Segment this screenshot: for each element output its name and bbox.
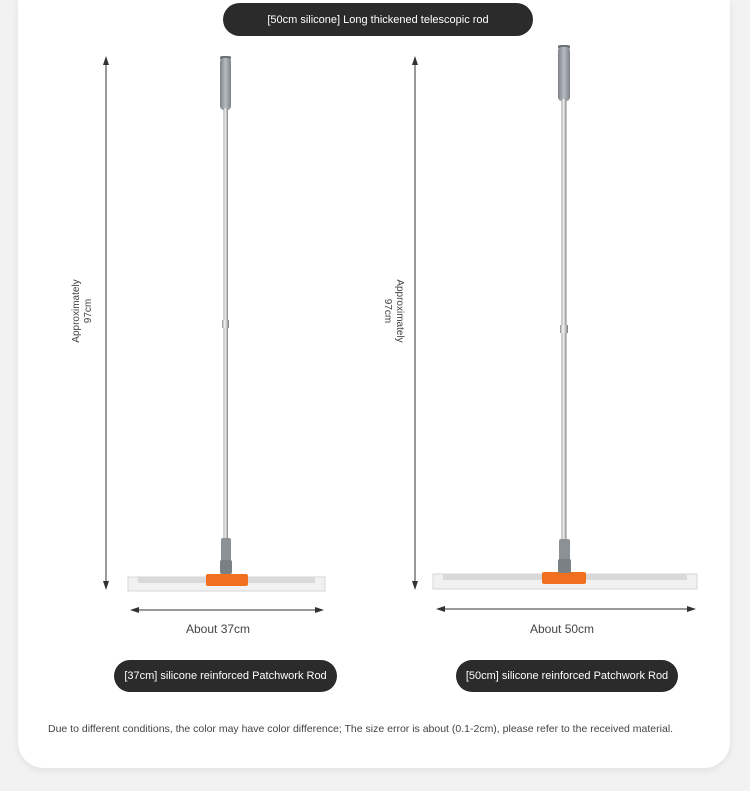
left-height-label-line1: Approximately bbox=[71, 279, 82, 343]
right-mop bbox=[433, 45, 697, 589]
disclaimer-note: Due to different conditions, the color may have color difference; The size error is about (0.1-2cm), please refer to the received material. bbox=[48, 723, 674, 735]
left-width-label: About 37cm bbox=[186, 622, 251, 636]
right-product-name-pill bbox=[456, 660, 678, 692]
left-mop bbox=[128, 56, 325, 591]
left-product-name: [37cm] silicone reinforced Patchwork Rod bbox=[124, 670, 327, 682]
right-height-arrow bbox=[412, 56, 418, 590]
left-width-arrow bbox=[130, 607, 324, 613]
left-product-name-pill bbox=[114, 660, 337, 692]
left-height-label bbox=[71, 271, 97, 351]
right-height-label bbox=[379, 271, 405, 351]
right-height-label-line1: Approximately bbox=[394, 279, 405, 343]
right-product-name: [50cm] silicone reinforced Patchwork Rod bbox=[465, 670, 669, 682]
right-width-arrow bbox=[436, 606, 696, 612]
left-height-label-line2: 97cm bbox=[83, 298, 94, 324]
right-width-label: About 50cm bbox=[530, 622, 595, 636]
left-height-arrow bbox=[103, 56, 109, 590]
right-height-label-line2: 97cm bbox=[382, 298, 393, 324]
header-title: [50cm silicone] Long thickened telescopic rod bbox=[267, 13, 489, 26]
